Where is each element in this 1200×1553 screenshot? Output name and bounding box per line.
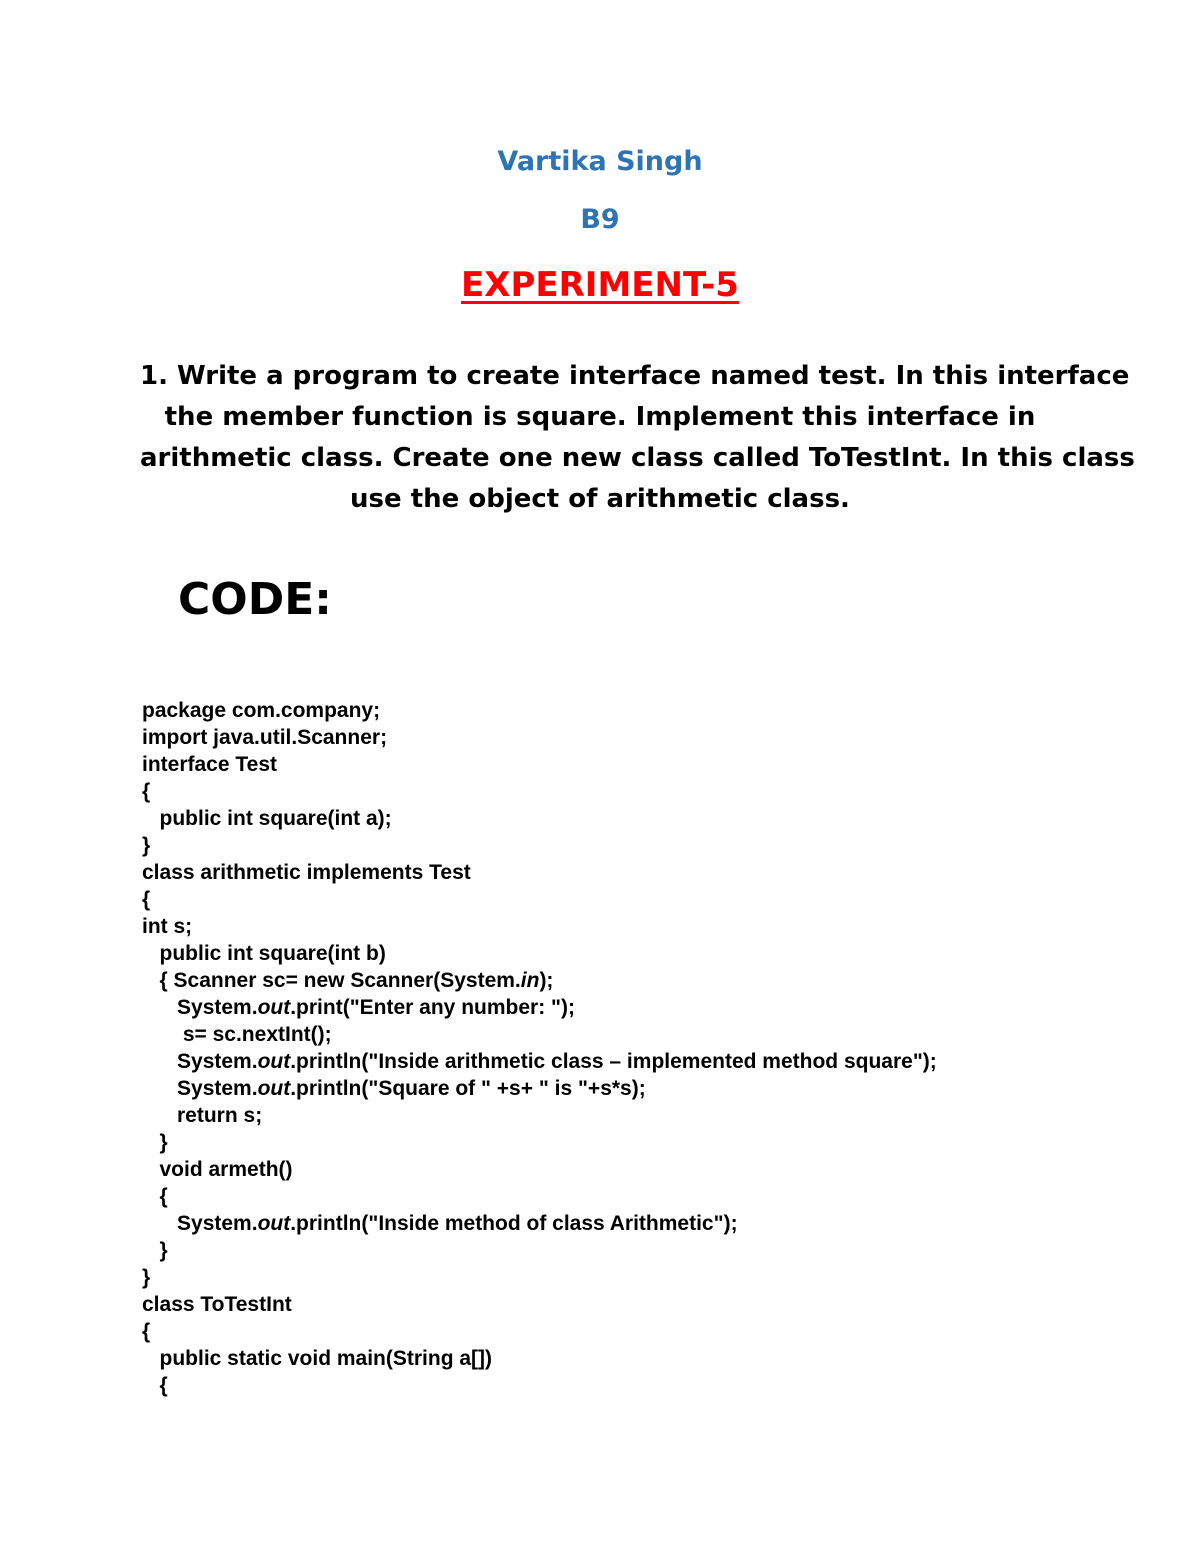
code-italic-token: out <box>257 1212 291 1235</box>
code-italic-token: in <box>520 969 540 992</box>
batch-label: B9 <box>580 204 620 235</box>
code-line <box>142 1345 1182 1372</box>
code-line <box>142 751 1182 778</box>
code-line <box>142 1102 1182 1129</box>
code-text: s= sc.nextInt(); <box>142 1023 332 1046</box>
code-line <box>142 967 1182 994</box>
code-text: System. <box>142 1050 258 1073</box>
code-line <box>142 805 1182 832</box>
question-line: 1. Write a program to create interface named test. In this interface <box>140 361 1130 391</box>
question-text <box>140 356 1135 520</box>
code-line <box>142 1318 1182 1345</box>
code-line <box>142 1210 1182 1237</box>
code-text: .println("Inside arithmetic class – implemented method square"); <box>290 1050 937 1073</box>
code-line <box>142 886 1182 913</box>
code-text: { <box>142 1320 151 1343</box>
code-text: } <box>142 1131 168 1154</box>
code-text: } <box>142 1239 168 1262</box>
question-line: use the object of arithmetic class. <box>350 484 850 514</box>
code-line <box>142 832 1182 859</box>
code-text: interface Test <box>142 753 277 776</box>
experiment-title: EXPERIMENT-5 <box>461 265 739 305</box>
code-text: { <box>142 888 151 911</box>
code-line <box>142 1075 1182 1102</box>
code-line <box>142 1156 1182 1183</box>
code-text: public int square(int b) <box>142 942 386 965</box>
code-heading: CODE: <box>178 574 332 625</box>
code-text: .print("Enter any number: "); <box>290 996 575 1019</box>
code-line <box>142 1372 1182 1399</box>
code-text: { <box>142 780 151 803</box>
code-line <box>142 1129 1182 1156</box>
code-text: { <box>142 1374 168 1397</box>
code-text: public static void main(String a[]) <box>142 1347 493 1370</box>
code-block <box>142 697 1182 1399</box>
code-text: } <box>142 834 151 857</box>
question-line: the member function is square. Implement this interface in <box>164 402 1036 432</box>
code-text: class ToTestInt <box>142 1293 292 1316</box>
code-text: public int square(int a); <box>142 807 392 830</box>
code-text: import java.util.Scanner; <box>142 726 388 749</box>
code-text: } <box>142 1266 151 1289</box>
code-italic-token: out <box>257 996 291 1019</box>
code-text: { Scanner sc= new Scanner(System. <box>142 969 521 992</box>
code-italic-token: out <box>257 1050 291 1073</box>
code-line <box>142 859 1182 886</box>
code-text: return s; <box>142 1104 263 1127</box>
code-text: class arithmetic implements Test <box>142 861 471 884</box>
code-text: System. <box>142 996 258 1019</box>
code-text: System. <box>142 1077 258 1100</box>
code-line <box>142 913 1182 940</box>
code-line <box>142 940 1182 967</box>
code-text: .println("Square of " +s+ " is "+s*s); <box>290 1077 646 1100</box>
code-line <box>142 724 1182 751</box>
code-line <box>142 1291 1182 1318</box>
code-text: package com.company; <box>142 699 381 722</box>
code-line <box>142 1048 1182 1075</box>
code-text: int s; <box>142 915 193 938</box>
code-line <box>142 1264 1182 1291</box>
code-line <box>142 697 1182 724</box>
code-line <box>142 1021 1182 1048</box>
code-text: void armeth() <box>142 1158 293 1181</box>
code-line <box>142 778 1182 805</box>
author-name: Vartika Singh <box>497 146 703 177</box>
code-line <box>142 1183 1182 1210</box>
code-line <box>142 994 1182 1021</box>
code-text: { <box>142 1185 168 1208</box>
code-line <box>142 1237 1182 1264</box>
code-text: System. <box>142 1212 258 1235</box>
code-text: .println("Inside method of class Arithmetic"); <box>290 1212 738 1235</box>
question-line: arithmetic class. Create one new class called ToTestInt. In this class <box>140 443 1135 473</box>
code-italic-token: out <box>257 1077 291 1100</box>
code-text: ); <box>539 969 554 992</box>
